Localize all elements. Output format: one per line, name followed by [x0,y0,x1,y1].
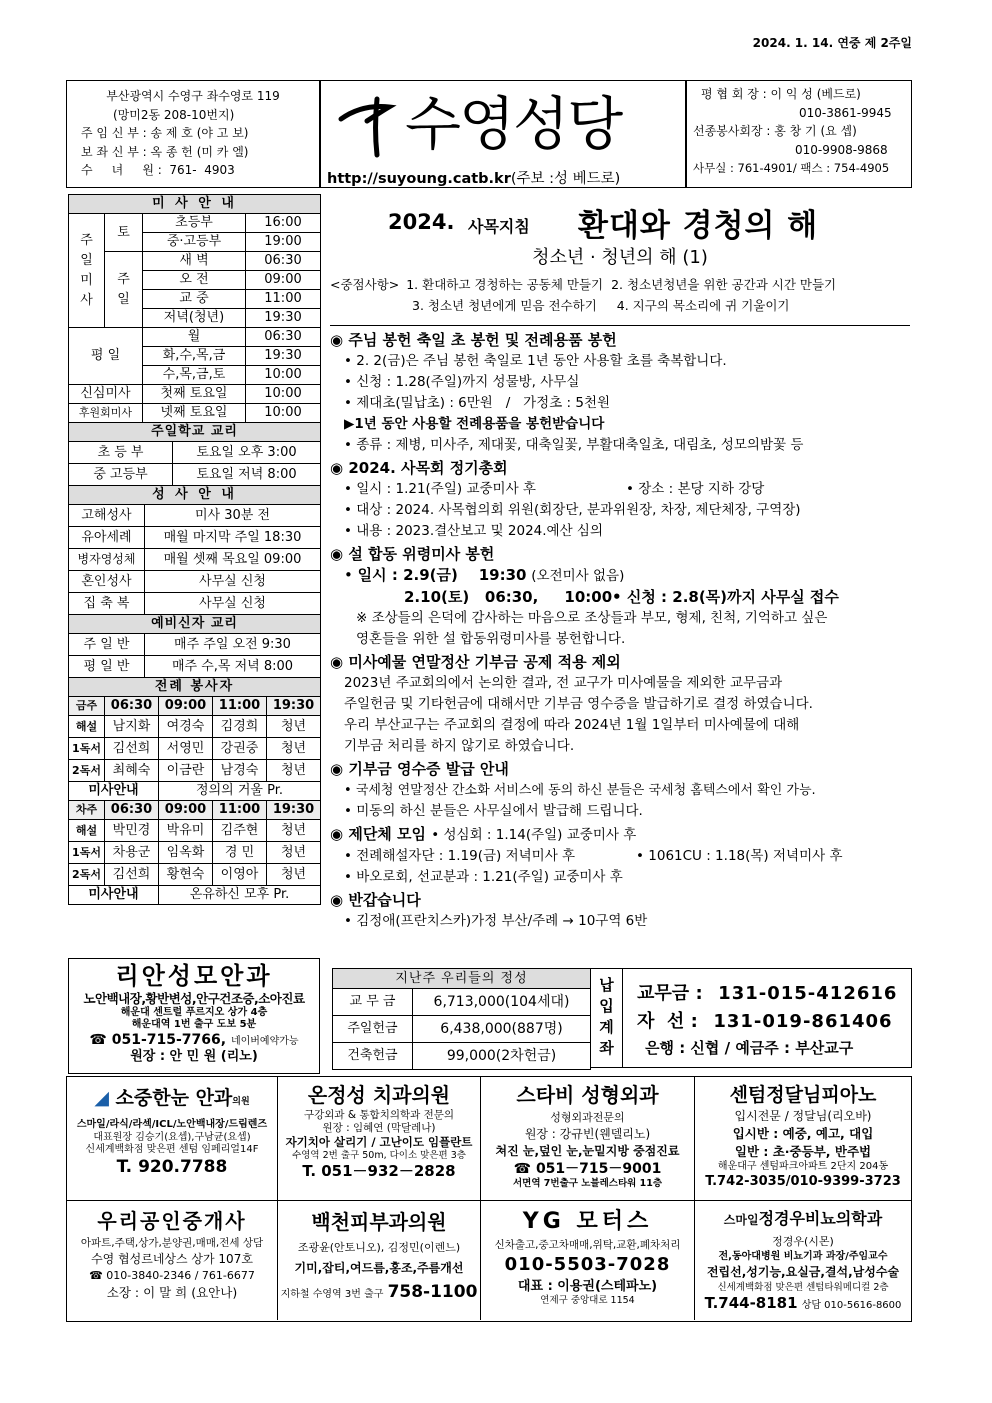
ad-line: 아파트,주택,상가,분양권,매매,전세 상담 [80,1237,264,1249]
ad-eye-booking: 네이버예약가능 [230,1035,299,1047]
ad-line: 기미,잡티,여드름,홍조,주름개선 [294,1260,464,1275]
focus-item: 3. 청소년 청년에게 믿음 전수하기 [412,298,597,313]
server-name: 박민경 [105,820,159,842]
notice-title: 주님 봉헌 축일 초 봉헌 및 전례용품 봉헌 [348,331,617,349]
servers-time: 09:00 [159,801,213,820]
ad-name: 센텀정달님피아노 [729,1084,877,1106]
offering-type: 주일헌금 [333,1016,413,1043]
server-name: 청년 [267,864,321,886]
notice-line: 제대초(밀납초) : 6만원 / 가정초 : 5천원 [356,395,611,411]
ad-line: 신세계백화점 맞은편 센텀 임페리얼14F [85,1144,259,1155]
ad-line: 대표원장 김승기(요셉),구남균(요셉) [93,1131,251,1143]
office-contact: 사무실 : 761-4901/ 팩스 : 754-4905 [693,161,890,175]
notice-line: 일시 : [357,566,404,584]
ad-line: 수영역 2번 출구 50m, 다이소 맞은편 3층 [292,1149,466,1161]
dot-icon: • [344,566,353,584]
ad-phone: 010-3840-2346 / 761-6677 [106,1269,255,1283]
ad-eye-clinic [68,958,320,1074]
notice-line: 신청 : 2.8(목)까지 사무실 접수 [626,588,839,606]
mass-name: 저녁(청년) [143,309,246,328]
notice-title: 설 합동 위령미사 봉헌 [348,545,495,563]
ad-line: 원장 : 임혜연 (막달레나) [322,1122,436,1135]
sacrament-table [68,485,321,615]
servers-week-label: 금주 [69,697,105,716]
special-mass-day: 넷째 토요일 [143,404,246,423]
ad-name: 스타비 성형외과 [516,1083,659,1107]
mass-time: 06:30 [246,252,321,271]
service-leader-phone: 010-9908-9868 [795,142,888,157]
dot-icon: • [344,502,352,518]
server-name: 남지화 [105,716,159,738]
ad-line: 성형외과전문의 [550,1111,625,1124]
mass-name: 중·고등부 [143,233,246,252]
theme-title [330,196,910,242]
dot-icon: • [344,481,352,497]
notice-line: 국세청 연말정산 간소화 서비스에 동의 하신 분들은 국세청 홈텍스에서 확인 가능. [355,783,816,798]
phone-icon: ☎ [513,1160,536,1177]
special-mass-name: 후원회미사 [69,404,143,423]
mass-name: 교 중 [143,290,246,309]
mass-time: 06:30 [246,328,321,347]
ad-dermatology [278,1201,481,1320]
server-name: 김선희 [105,738,159,760]
notice-line: 전례해설자단 : 1.19(금) 저녁미사 후 [356,848,576,864]
parish-name: 수영성당 [405,90,622,158]
sacrament-name: 유아세례 [69,527,145,549]
notice-line: 2.10(토) 06:30, 10:00 [404,588,613,606]
server-name: 이영아 [213,864,267,886]
special-mass-time: 10:00 [246,404,321,423]
servers-time: 11:00 [213,801,267,820]
dot-icon: • [612,588,622,606]
server-role: 1독서 [69,738,105,760]
ad-clinic-1 [67,1077,278,1201]
servers-week-label: 차주 [69,801,105,820]
server-name: 김선희 [105,864,159,886]
divider [330,325,910,326]
mass-time: 10:00 [246,366,321,385]
mass-name: 수,목,금,토 [143,366,246,385]
ad-name: 우리공인중개사 [97,1209,247,1233]
notice-line: 기부금 처리를 하지 않기로 하였습니다. [344,738,575,754]
ad-line: 연제구 중앙대로 1154 [540,1294,635,1306]
dot-icon: • [344,783,352,798]
sacrament-time: 매월 셋째 목요일 09:00 [145,549,321,571]
school-group: 초 등 부 [69,442,173,464]
servers-time: 19:30 [267,697,321,716]
pastor: 주 임 신 부 : 송 제 호 (야 고 보) [81,126,249,140]
ad-line: 신세계백화점 맞은편 센텀타워메디컬 2층 [717,1282,889,1294]
ad-name: 온정성 치과의원 [307,1083,451,1107]
server-role: 2독서 [69,864,105,886]
theme-main: 환대와 경청의 해 [578,208,819,244]
account-label: 납입계좌 [591,969,623,1067]
notice-title: 반갑습니다 [348,891,421,909]
offering-type: 교 무 금 [333,989,413,1016]
servers-time: 19:30 [267,801,321,820]
mass-name: 오 전 [143,271,246,290]
council-info [686,80,912,188]
server-name: 이금란 [159,760,213,782]
server-role: 1독서 [69,842,105,864]
server-name: 강권중 [213,738,267,760]
ad-tag: 스마일 [723,1213,759,1227]
server-name: 임옥화 [159,842,213,864]
server-name: 청년 [267,760,321,782]
catechumen-class: 평 일 반 [69,656,145,678]
notice-line: 우리 부산교구는 주교회의 결정에 따라 2024년 1월 1일부터 미사예물에 대해 [344,717,800,733]
mass-guide-group: 온유하신 모후 Pr. [159,886,321,905]
dot-icon: • [636,848,644,864]
servers-time: 11:00 [213,697,267,716]
ad-line: 전립선,성기능,요실금,결석,남성수술 [706,1265,900,1280]
notice-line: 2023년 주교회의에서 논의한 결과, 전 교구가 미사예물을 제외한 교무금과 [344,675,783,691]
school-time: 토요일 오후 3:00 [173,442,321,464]
mass-schedule-table [68,194,321,423]
main-content [330,196,910,932]
ad-line: 구강외과 & 통합치의학과 전문의 [303,1109,455,1121]
ad-piano [695,1077,911,1201]
account-number: : 131-015-412616 [695,983,898,1004]
notice-line: 대상 : 2024. 사목협의회 위원(회장단, 분과위원장, 차장, 제단체장, 구역장) [356,502,801,518]
eye-logo-icon: ◢ [94,1087,116,1109]
sacrament-name: 집 축 복 [69,593,145,615]
dot-icon: • [626,481,634,497]
special-mass-name: 신심미사 [69,385,143,404]
account-box [590,968,912,1068]
ad-line: 대표 : 이용권(스테파노) [517,1278,658,1294]
notice-title: 미사예물 연말정산 기부금 공제 적용 제외 [348,653,621,671]
left-column [68,194,320,905]
server-name: 김경희 [213,716,267,738]
offering-amount: 6,713,000(104세대) [413,989,591,1016]
ad-eye-services: 노안백내장,황반변성,안구건조증,소아진료 [83,991,305,1006]
ad-tag: 의원 [232,1097,250,1107]
council-chair: 평 협 회 장 : 이 익 성 (베드로) [701,87,861,101]
sacrament-name: 병자영성체 [69,549,145,571]
ad-line: 일반 : 초·중등부, 반주법 [734,1143,872,1159]
catechumen-class: 주 일 반 [69,634,145,656]
server-name: 청년 [267,842,321,864]
account-type: 자 선 [637,1011,685,1032]
notice-line: ※ 조상들의 은덕에 감사하는 마음으로 조상들과 부모, 형제, 친척, 기억하고 싶은 [356,610,828,626]
dot-icon: • [344,374,352,390]
mass-time: 16:00 [246,214,321,233]
server-name: 남경숙 [213,760,267,782]
masthead [320,80,686,188]
account-type: 교무금 [637,983,690,1004]
focus-item: 4. 지구의 목소리에 귀 기울이기 [616,298,790,313]
dot-icon: • [344,437,352,453]
notice-line: 영혼들을 위한 설 합동위령미사를 봉헌합니다. [356,631,626,647]
server-name: 경 민 [213,842,267,864]
ad-line: 조광윤(안토니오), 김정민(이렌느) [297,1241,461,1254]
notice-line: 1061CU : 1.18(목) 저녁미사 후 [648,848,843,864]
notice-line: 김정애(프란치스카)가정 부산/주례 → 10구역 6반 [356,913,648,929]
ad-line: 전,동아대병원 비뇨기과 과장/주임교수 [718,1250,888,1262]
notice-line: 종류 : 제병, 미사주, 제대꽃, 대축일꽃, 부활대축일초, 대림초, 성모의밤꽃 등 [356,437,804,453]
ad-clinic-3 [481,1077,695,1201]
address-line: 부산광역시 수영구 좌수영로 119 [106,89,280,103]
sacrament-name: 혼인성사 [69,571,145,593]
notice-line: 주일헌금 및 기타헌금에 대해서만 기부금 영수증을 발급하기로 결정 하였습니다. [344,696,813,712]
ad-line: 원장 : 강규빈(웬델리노) [524,1126,651,1141]
phone-icon: ☎ [89,1269,107,1283]
server-role: 해설 [69,716,105,738]
server-name: 박유미 [159,820,213,842]
mass-name: 화,수,목,금 [143,347,246,366]
sacrament-time: 사무실 신청 [145,593,321,615]
server-name: 청년 [267,738,321,760]
catechumen-time: 매주 주일 오전 9:30 [145,634,321,656]
mass-time: 11:00 [246,290,321,309]
ad-phone: T.742-3035/010-9399-3723 [705,1173,901,1189]
bullet-icon: ◉ [330,331,344,349]
ad-line: 소장 : 이 말 희 (요안나) [106,1284,238,1300]
ad-line: 자기치아 살리기 / 고난이도 임플란트 [285,1135,473,1150]
website-link[interactable]: http://suyoung.catb.kr [327,171,511,187]
notice-line: 내용 : 2023.결산보고 및 2024.예산 심의 [356,523,604,539]
ad-line: 입시반 : 예중, 예고, 대입 [732,1126,874,1141]
mass-name: 초등부 [143,214,246,233]
mass-header: 미 사 안 내 [69,195,321,214]
servers-time: 06:30 [105,801,159,820]
ads-row-1 [66,1076,912,1200]
bullet-icon: ◉ [330,545,344,563]
ad-phone: 051－715－9001 [535,1160,662,1177]
focus-item: 1. 환대하고 경청하는 공동체 만들기 [406,277,604,292]
bullet-icon: ◉ [330,653,344,671]
assistant-pastor: 보 좌 신 부 : 옥 종 헌 (미 카 엘) [81,144,249,159]
special-mass-time: 10:00 [246,385,321,404]
special-mass-day: 첫째 토요일 [143,385,246,404]
issue-date: 2024. 1. 14. 연중 제 2주일 [752,36,912,50]
ad-motors [481,1201,695,1320]
ads-row-2 [66,1200,912,1322]
ad-line: 서면역 7번출구 노블레스타워 11층 [512,1178,663,1190]
server-name: 여경숙 [159,716,213,738]
ad-eye-phone: 051-715-7766, [111,1031,227,1048]
address-line-2: (망미2동 208-10번지) [113,107,235,122]
mass-time: 19:30 [246,347,321,366]
focus-item: 2. 청소년청년을 위한 공간과 시간 만들기 [611,277,837,292]
servers-time: 09:00 [159,697,213,716]
notice-line: ▶1년 동안 사용할 전례용품을 봉헌받습니다 [344,416,605,432]
account-number: : 131-019-861406 [690,1011,893,1032]
server-name: 김주현 [213,820,267,842]
ad-name: YG 모터스 [522,1209,653,1234]
notice-line: 바오로회, 선교분과 : 1.21(주일) 교중미사 후 [356,869,623,885]
sacrament-time: 미사 30분 전 [145,505,321,527]
sacrament-time: 사무실 신청 [145,571,321,593]
ad-phone: 상담 010-5616-8600 [801,1300,902,1312]
catechumen-table [68,614,321,678]
ad-line: 정경우(시몬) [772,1235,834,1248]
server-name: 차용군 [105,842,159,864]
sunday-label: 주일 [105,252,143,328]
sacrament-name: 고해성사 [69,505,145,527]
ad-phone: 010-5503-7028 [504,1254,671,1276]
dot-icon: • [344,869,352,885]
server-role: 해설 [69,820,105,842]
dot-icon: • [344,848,352,864]
ad-phone: 758-1100 [387,1281,478,1302]
weekday-label: 평 일 [69,328,143,385]
ad-phone: T. 920.7788 [116,1156,228,1177]
sacrament-header: 성 사 안 내 [69,486,321,505]
theme-policy-label: 사목지침 [468,217,530,236]
ad-line: 지하철 수영역 3번 출구 [280,1288,384,1300]
ad-eye-director: 원장 : 안 민 원 (리노) [130,1049,258,1065]
council-chair-phone: 010-3861-9945 [799,105,892,120]
offering-amount: 6,438,000(887명) [413,1016,591,1043]
bulletin-editor: (주보 :성 베드로) [510,171,621,187]
parish-info [66,80,320,188]
dot-icon: • [344,395,352,411]
ad-line: 해운대구 센텀파크아파트 2단지 204동 [717,1161,889,1173]
theme-subtitle: 청소년 · 청년의 해 (1) [532,247,708,268]
sunday-school-table [68,422,321,486]
offering-type: 건축헌금 [333,1043,413,1070]
ad-name: 백천피부과의원 [311,1210,447,1234]
bullet-icon: ◉ [330,459,344,477]
catechumen-header: 예비신자 교리 [69,615,321,634]
notice-line: 성심회 : 1.14(주일) 교중미사 후 [443,827,637,843]
server-name: 서영민 [159,738,213,760]
bullet-icon: ◉ [330,825,344,843]
convent: 수 녀 원 : 761- 4903 [81,163,235,177]
sunday-mass-label: 주일미사 [69,214,105,328]
ad-line: 수영 협성르네상스 상가 107호 [91,1252,253,1267]
server-name: 청년 [267,820,321,842]
dot-icon: • [344,803,352,819]
ad-eye-name: 리안성모안과 [115,962,273,990]
mass-time: 19:00 [246,233,321,252]
bank-info: 은행 : 신협 / 예금주 : 부산교구 [645,1039,854,1057]
ad-phone: T.744-8181 [704,1294,798,1313]
servers-table [68,677,321,905]
mass-name: 월 [143,328,246,347]
servers-header: 전례 봉사자 [69,678,321,697]
phone-icon: ☎ [89,1031,112,1048]
school-group: 중 고등부 [69,464,173,486]
sunday-school-header: 주일학교 교리 [69,423,321,442]
ad-phone: T. 051－932－2828 [302,1161,456,1180]
mass-guide-label: 미사안내 [69,782,159,801]
dot-icon: • [431,827,440,843]
ad-eye-address: 해운대 센트럴 푸르지오 상가 4층 [120,1006,268,1018]
servers-time: 06:30 [105,697,159,716]
notice-line: 2.9(금) 19:30 [403,566,527,584]
school-time: 토요일 저녁 8:00 [173,464,321,486]
ad-name: 소중한눈 안과 [115,1087,233,1109]
sacrament-time: 매월 마지막 주일 18:30 [145,527,321,549]
notice-line: (오전미사 없음) [531,568,625,584]
bullet-icon: ◉ [330,891,344,909]
server-name: 청년 [267,716,321,738]
ad-eye-direction: 해운대역 1번 출구 도보 5분 [131,1019,257,1031]
mass-name: 새 벽 [143,252,246,271]
dot-icon: • [344,523,352,539]
ad-line: 스마일/라식/라섹/ICL/노안백내장/드림렌즈 [76,1119,268,1130]
saturday-label: 토 [105,214,143,252]
notice-line: 신청 : 1.28(주일)까지 성물방, 사무실 [356,374,580,390]
mass-guide-label: 미사안내 [69,886,159,905]
ad-name: 정경우비뇨의학과 [758,1209,883,1228]
bullet-icon: ◉ [330,760,344,778]
parish-logo-icon [337,91,407,159]
offering-amount: 99,000(2차헌금) [413,1043,591,1070]
ad-realestate [67,1201,278,1320]
offering-header: 지난주 우리들의 정성 [333,969,591,989]
ad-line: 쳐진 눈,덮인 눈,눈밑지방 중점진료 [495,1143,680,1158]
ad-urology [695,1201,911,1320]
notice-line: 장소 : 본당 지하 강당 [638,481,765,497]
dot-icon: • [344,353,352,369]
server-name: 황현숙 [159,864,213,886]
ad-line: 신차출고,중고차매매,위탁,교환,폐차처리 [494,1239,681,1251]
server-name: 최혜숙 [105,760,159,782]
offering-table [332,968,591,1070]
mass-time: 19:30 [246,309,321,328]
catechumen-time: 매주 수,목 저녁 8:00 [145,656,321,678]
server-role: 2독서 [69,760,105,782]
notice-title: 제단체 모임 [348,825,427,843]
notice-line: 미동의 하신 분들은 사무실에서 발급해 드립니다. [356,803,643,819]
focus-label: <중점사항> [330,277,400,292]
ad-clinic-2 [278,1077,481,1201]
service-leader: 선종봉사회장 : 홍 창 기 (요 셉) [693,124,857,138]
mass-time: 09:00 [246,271,321,290]
notice-line: 2. 2(금)은 주님 봉헌 축일로 1년 동안 사용할 초를 축복합니다. [356,353,727,369]
theme-year: 2024. [388,210,455,234]
dot-icon: • [344,913,352,929]
ad-line: 입시전문 / 정달님(리오바) [734,1109,872,1123]
notice-title: 기부금 영수증 발급 안내 [348,760,509,778]
notice-line: 일시 : 1.21(주일) 교중미사 후 [356,481,536,497]
mass-guide-group: 정의의 거울 Pr. [159,782,321,801]
notice-title: 2024. 사목회 정기총회 [348,459,508,477]
